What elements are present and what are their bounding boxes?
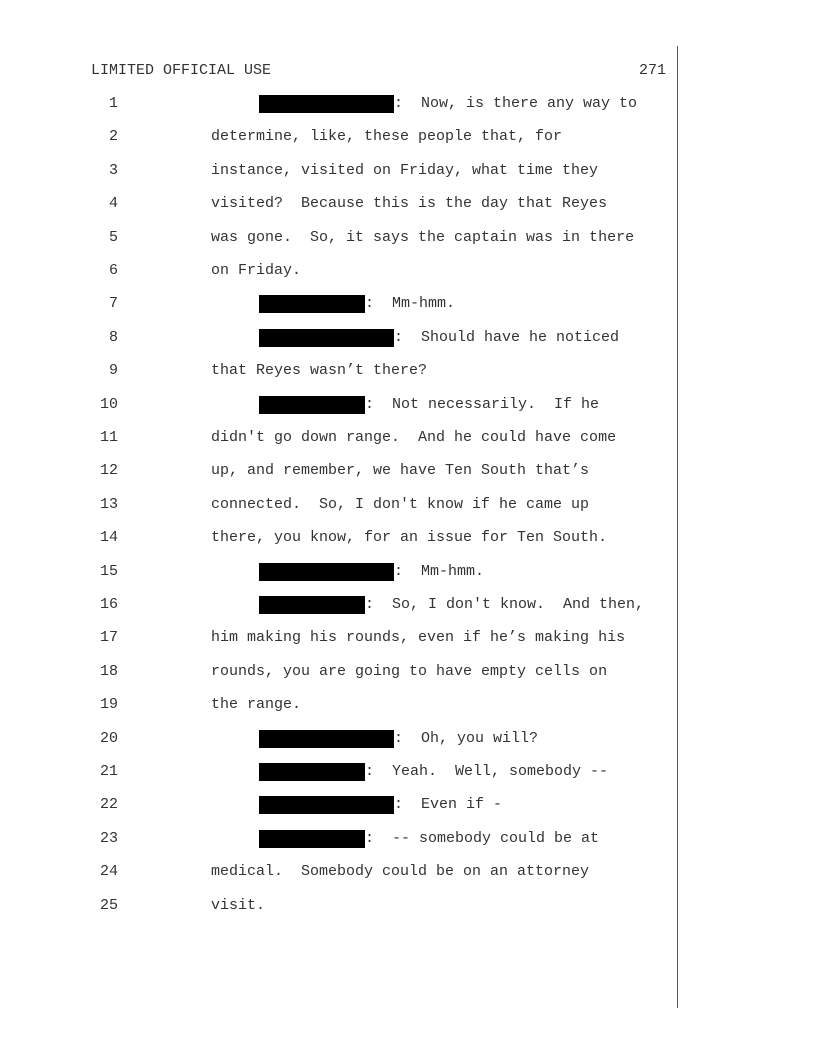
- transcript-line: [0, 195, 676, 219]
- redacted-speaker-name: [259, 763, 365, 781]
- line-number: 9: [108, 362, 118, 379]
- line-text: : Should have he noticed: [394, 329, 620, 346]
- transcript-line: [0, 897, 676, 921]
- redacted-speaker-name: [259, 329, 394, 347]
- line-number: 14: [99, 529, 118, 546]
- line-text: instance, visited on Friday, what time they: [211, 162, 599, 179]
- speaker-turn: [259, 730, 538, 748]
- line-number: 16: [99, 596, 118, 613]
- line-text: the range.: [211, 696, 302, 713]
- transcript-line: [0, 295, 676, 319]
- transcript-line: [0, 496, 676, 520]
- line-text: : Mm-hmm.: [394, 563, 485, 580]
- line-number: 24: [99, 863, 118, 880]
- transcript-line: [0, 596, 676, 620]
- line-number: 11: [99, 429, 118, 446]
- transcript-line: [0, 162, 676, 186]
- transcript-line: [0, 629, 676, 653]
- transcript-line: [0, 329, 676, 353]
- page-number: 271: [638, 62, 666, 79]
- transcript-line: [0, 362, 676, 386]
- line-number: 21: [99, 763, 118, 780]
- speaker-turn: [259, 763, 608, 781]
- line-text: : Yeah. Well, somebody --: [365, 763, 609, 780]
- line-text: determine, like, these people that, for: [211, 128, 563, 145]
- line-text: : Now, is there any way to: [394, 95, 638, 112]
- transcript-line: [0, 95, 676, 119]
- transcript-line: [0, 396, 676, 420]
- line-number: 12: [99, 462, 118, 479]
- line-number: 4: [108, 195, 118, 212]
- line-number: 10: [99, 396, 118, 413]
- line-number: 17: [99, 629, 118, 646]
- line-number: 7: [108, 295, 118, 312]
- speaker-turn: [259, 329, 619, 347]
- transcript-line: [0, 429, 676, 453]
- line-number: 20: [99, 730, 118, 747]
- transcript-line: [0, 863, 676, 887]
- line-number: 22: [99, 796, 118, 813]
- speaker-turn: [259, 295, 455, 313]
- line-text: : Oh, you will?: [394, 730, 539, 747]
- line-number: 3: [108, 162, 118, 179]
- redacted-speaker-name: [259, 563, 394, 581]
- line-number: 18: [99, 663, 118, 680]
- speaker-turn: [259, 830, 599, 848]
- line-text: was gone. So, it says the captain was in there: [211, 229, 635, 246]
- line-text: : Mm-hmm.: [365, 295, 456, 312]
- speaker-turn: [259, 396, 599, 414]
- transcript-line: [0, 128, 676, 152]
- transcript-line: [0, 563, 676, 587]
- page-margin-rule: [677, 46, 678, 1008]
- speaker-turn: [259, 95, 637, 113]
- line-text: rounds, you are going to have empty cells on: [211, 663, 608, 680]
- line-number: 23: [99, 830, 118, 847]
- redacted-speaker-name: [259, 596, 365, 614]
- line-number: 2: [108, 128, 118, 145]
- line-text: visited? Because this is the day that Reyes: [211, 195, 608, 212]
- line-number: 13: [99, 496, 118, 513]
- speaker-turn: [259, 596, 644, 614]
- line-number: 25: [99, 897, 118, 914]
- redacted-speaker-name: [259, 796, 394, 814]
- line-text: up, and remember, we have Ten South that’s: [211, 462, 590, 479]
- transcript-line: [0, 462, 676, 486]
- transcript-line: [0, 696, 676, 720]
- line-text: on Friday.: [211, 262, 302, 279]
- redacted-speaker-name: [259, 830, 365, 848]
- transcript-line: [0, 830, 676, 854]
- line-text: didn't go down range. And he could have come: [211, 429, 617, 446]
- line-text: there, you know, for an issue for Ten South.: [211, 529, 608, 546]
- transcript-line: [0, 730, 676, 754]
- line-number: 8: [108, 329, 118, 346]
- speaker-turn: [259, 563, 484, 581]
- line-text: that Reyes wasn’t there?: [211, 362, 428, 379]
- line-text: : Even if -: [394, 796, 503, 813]
- line-text: : -- somebody could be at: [365, 830, 600, 847]
- speaker-turn: [259, 796, 502, 814]
- classification-header: LIMITED OFFICIAL USE: [91, 62, 272, 79]
- transcript-line: [0, 529, 676, 553]
- line-number: 5: [108, 229, 118, 246]
- transcript-line: [0, 262, 676, 286]
- line-text: medical. Somebody could be on an attorney: [211, 863, 590, 880]
- transcript-line: [0, 763, 676, 787]
- line-number: 6: [108, 262, 118, 279]
- redacted-speaker-name: [259, 730, 394, 748]
- transcript-line: [0, 796, 676, 820]
- line-text: connected. So, I don't know if he came up: [211, 496, 590, 513]
- redacted-speaker-name: [259, 396, 365, 414]
- line-number: 19: [99, 696, 118, 713]
- redacted-speaker-name: [259, 295, 365, 313]
- redacted-speaker-name: [259, 95, 394, 113]
- line-text: : So, I don't know. And then,: [365, 596, 645, 613]
- transcript-line: [0, 229, 676, 253]
- line-text: : Not necessarily. If he: [365, 396, 600, 413]
- line-number: 15: [99, 563, 118, 580]
- line-text: visit.: [211, 897, 266, 914]
- line-text: him making his rounds, even if he’s making his: [211, 629, 626, 646]
- transcript-line: [0, 663, 676, 687]
- line-number: 1: [108, 95, 118, 112]
